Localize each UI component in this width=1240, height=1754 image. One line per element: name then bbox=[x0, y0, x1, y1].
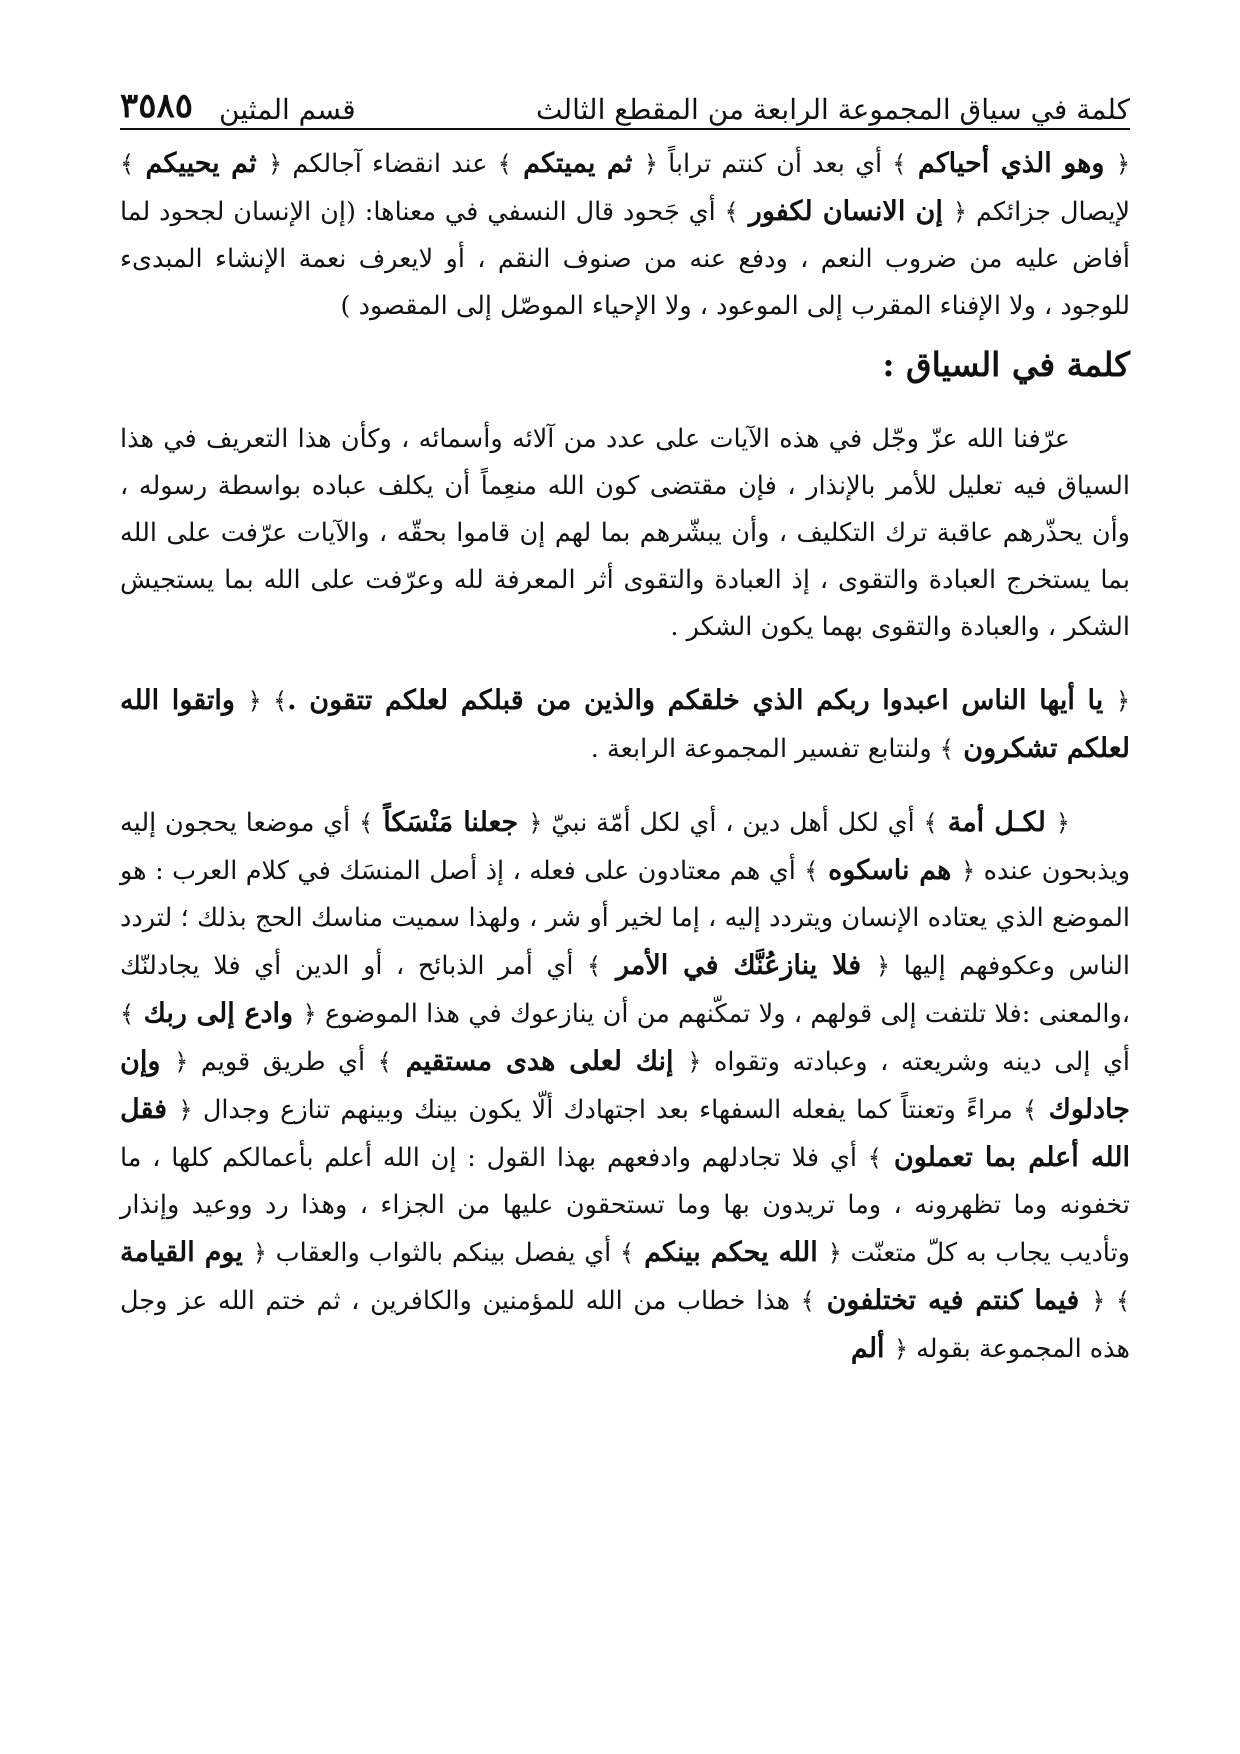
commentary-text: أي لكل أهل دين ، أي لكل أمّة نبيّ bbox=[542, 808, 924, 838]
quran-quote: ﴿ الله يحكم بينكم ﴾ bbox=[619, 1237, 842, 1268]
commentary-text: أي يفصل بينكم بالثواب والعقاب bbox=[266, 1238, 620, 1268]
quran-quote: ﴿ جعلنا مَنْسَكاً ﴾ bbox=[359, 807, 543, 838]
section-name: قسم المثين bbox=[219, 93, 356, 126]
quran-quote: ﴿ فقل الله أعلم بما تعملون ﴾ bbox=[120, 1094, 1131, 1173]
header-rule bbox=[120, 128, 1130, 130]
paragraph-4 bbox=[120, 799, 1130, 1373]
commentary-text: أي موضعا يحجون إليه ويذبحون عنده bbox=[120, 808, 1131, 886]
commentary-text: أي إلى دينه وشريعته ، وعبادته وتقواه bbox=[701, 1047, 1130, 1077]
quran-quote: ﴿ إن الانسان لكفور ﴾ bbox=[724, 196, 968, 227]
folio bbox=[120, 86, 356, 126]
commentary-text: ولنتابع تفسير المجموعة الرابعة . bbox=[590, 734, 940, 764]
quran-quote: ﴿ وادع إلى ربك ﴾ bbox=[120, 998, 317, 1029]
commentary-text: أي جَحود قال النسفي في معناها: (إن الإنسان لجحود لما أفاض عليه من ضروب النعم ، ودفع عنه من صنوف النقم ، أو لايعرف نعمة الإنشاء المبدىء للوجود ، ولا الإفناء المقرب إلى الموعود ، ولا الإحياء الموصّل إلى المقصود ) bbox=[120, 197, 1130, 321]
commentary-text: أي أمر الذبائح ، أو الدين أي فلا يجادلنّك ،والمعنى :فلا تلتفت إلى قولهم ، ولا تمكّنهم من أن ينازعوك في هذا الموضوع bbox=[120, 951, 1131, 1029]
quran-quote: ﴿ يا أيها الناس اعبدوا ربكم الذي خلقكم والذين من قبلكم لعلكم تتقون .﴾ bbox=[273, 685, 1130, 716]
page-body bbox=[120, 140, 1130, 1373]
commentary-text: أي طريق قويم bbox=[188, 1047, 378, 1077]
quran-quote: ﴿ ثم يحييكم ﴾ bbox=[120, 148, 283, 179]
commentary-text: أي بعد أن كنتم تراباً bbox=[657, 149, 893, 179]
paragraph-1 bbox=[120, 140, 1130, 330]
paragraph-2: عرّفنا الله عزّ وجّل في هذه الآيات على عدد من آلائه وأسمائه ، وكأن هذا التعريف في هذا السياق فيه تعليل للأمر بالإنذار ، فإن مقتضى كون الله منعِماً أن يكلف عباده بواسطة رسوله ، وأن يحذّرهم عاقبة ترك التكليف ، وأن يبشّرهم بما لهم إن قاموا بحقّه ، والآيات عرّفت على الله بما يستخرج العبادة والتقوى ، إذ العبادة والتقوى أثر المعرفة لله وعرّفت على الله بما يستجيش الشكر ، والعبادة والتقوى بهما يكون الشكر . bbox=[120, 424, 1131, 642]
section-heading: كلمة في السياق : bbox=[882, 345, 1130, 384]
quran-quote: ﴿ وهو الذي أحياكم ﴾ bbox=[892, 148, 1130, 179]
commentary-text: أي هم معتادون على فعله ، إذ أصل المنسَك في كلام العرب : هو الموضع الذي يعتاده الإنسان ويتردد إليه ، إما لخير أو شر ، ولهذا سميت مناسك الحج بذلك ؛ لتردد الناس وعكوفهم إليها bbox=[120, 856, 1130, 981]
quran-quote: ﴿ واتقوا الله لعلكم تشكرون ﴾ bbox=[120, 685, 1130, 764]
quran-quote: ﴿ ثم يميتكم ﴾ bbox=[497, 148, 658, 179]
spacer bbox=[120, 773, 1130, 799]
paragraph-3 bbox=[120, 677, 1130, 773]
quran-quote: ﴿ فلا ينازعُنَّك في الأمر ﴾ bbox=[587, 950, 891, 981]
spacer bbox=[120, 651, 1130, 677]
commentary-text bbox=[1105, 1286, 1116, 1316]
quran-quote: ﴿ إنك لعلى هدى مستقيم ﴾ bbox=[377, 1046, 702, 1077]
quran-quote: ﴿ فيما كنتم فيه تختلفون ﴾ bbox=[800, 1285, 1106, 1316]
quran-quote: ﴿ يوم القيامة ﴾ bbox=[120, 1237, 1130, 1315]
quran-quote: ﴿ هم ناسكوه ﴾ bbox=[804, 855, 976, 886]
commentary-text: أي فلا تجادلهم وادفعهم بهذا القول : إن الله أعلم بأعمالكم كلها ، ما تخفونه وما تظهرونه ، وما تريدون بها وما تستحقون عليها من الجزاء ، وهذا رد ووعيد وإنذار وتأديب يجاب به كلّ متعنّت bbox=[120, 1143, 1130, 1268]
page-number: ٣٥٨٥ bbox=[120, 86, 194, 126]
page-header bbox=[120, 72, 1130, 126]
quran-quote: ﴿ ألم bbox=[850, 1333, 909, 1364]
commentary-text: عند انقضاء آجالكم bbox=[282, 149, 498, 179]
quran-quote: ﴿ لكـل أمة ﴾ bbox=[923, 807, 1070, 838]
commentary-text: مراءً وتعنتاً كما يفعله السفهاء بعد اجتهادك ألّا يكون بينك وبينهم تنازع وجدال bbox=[192, 1095, 1024, 1125]
quran-quote: ﴿ وإن جادلوك ﴾ bbox=[120, 1046, 1130, 1125]
running-title: كلمة في سياق المجموعة الرابعة من المقطع الثالث bbox=[536, 93, 1130, 126]
commentary-text: لإيصال جزائكم bbox=[967, 197, 1130, 227]
commentary-text: هذا خطاب من الله للمؤمنين والكافرين ، ثم ختم الله عز وجل هذه المجموعة بقوله bbox=[120, 1286, 1130, 1364]
